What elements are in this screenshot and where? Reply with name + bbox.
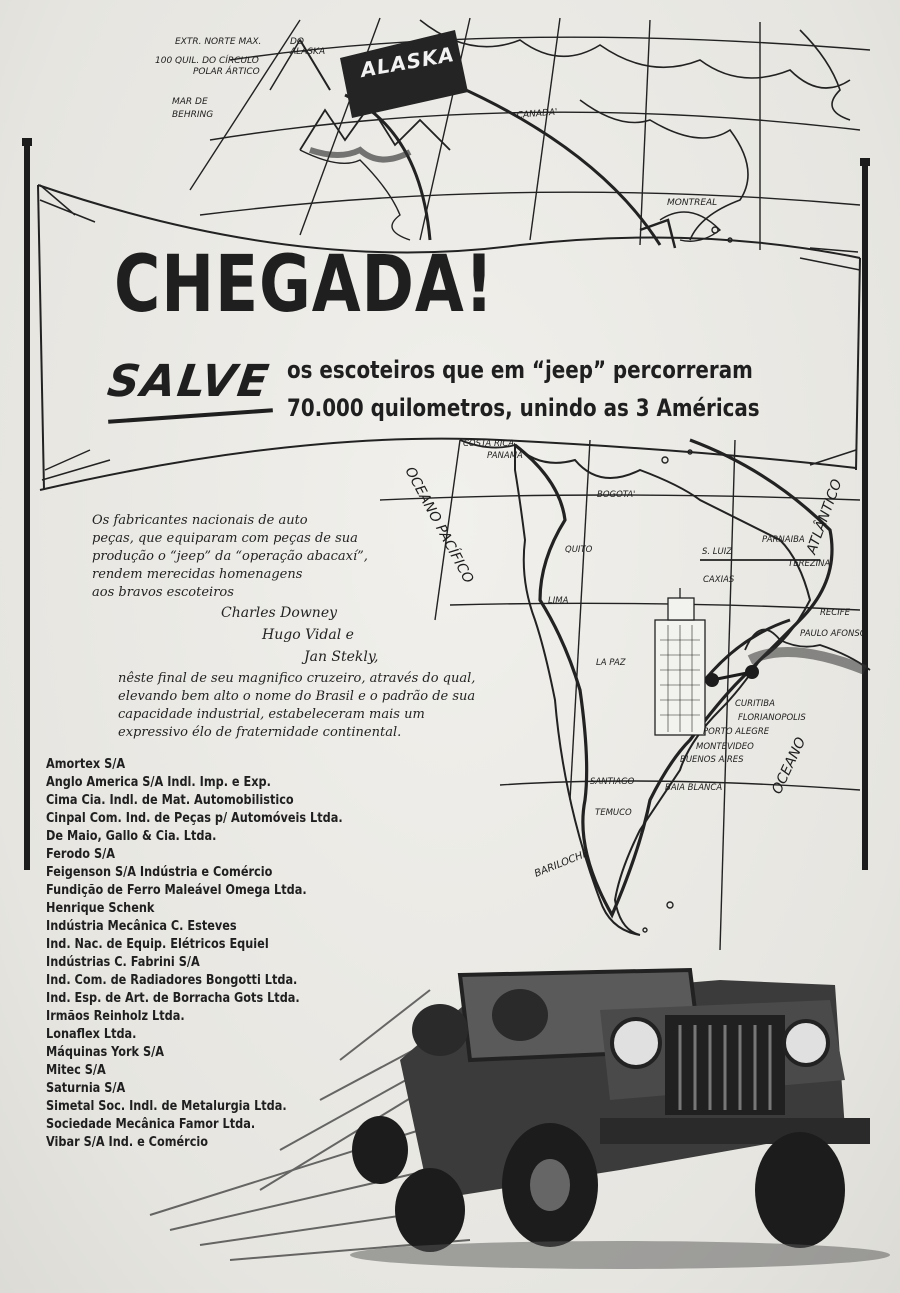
- subtitle-line-2: 70.000 quilometros, unindo as 3 Américas: [287, 394, 760, 422]
- scout-name: Charles Downey: [221, 605, 338, 621]
- company-item: Lonaflex Ltda.: [46, 1026, 137, 1042]
- svg-text:DO: DO: [290, 37, 305, 47]
- map-label-atlantico: ATLÂNTICO: [803, 477, 846, 557]
- map-label-terezina: TEREZINA: [788, 559, 831, 569]
- company-item: Indústria Mecânica C. Esteves: [46, 918, 237, 934]
- map-label-curitiba: CURITIBA: [735, 699, 775, 709]
- company-item: Simetal Soc. Indl. de Metalurgia Ltda.: [46, 1098, 287, 1114]
- tribute-line: nêste final de seu magnifico cruzeiro, através do qual,: [118, 671, 476, 686]
- map-label-bariloche: BARILOCHE: [533, 848, 591, 880]
- scout-name: Hugo Vidal e: [262, 627, 354, 643]
- company-item: Ind. Esp. de Art. de Borracha Gots Ltda.: [46, 990, 300, 1006]
- company-item: Ferodo S/A: [46, 846, 115, 862]
- company-item: Sociedade Mecânica Famor Ltda.: [46, 1116, 256, 1132]
- map-label-baia-blanca: BAIA BLANCA: [665, 783, 723, 793]
- banner: [38, 185, 860, 490]
- tribute-line: produção o “jeep” da “operação abacaxí”,: [92, 549, 368, 564]
- map-label-lima: LIMA: [548, 596, 569, 606]
- svg-text:ALASKA: ALASKA: [290, 47, 326, 57]
- svg-text:POLAR ÁRTICO: POLAR ÁRTICO: [193, 67, 260, 77]
- map-label-paulo-afonso: PAULO AFONSO: [800, 629, 867, 639]
- company-item: Fundição de Ferro Maleável Omega Ltda.: [46, 882, 307, 898]
- company-item: Irmãos Reinholz Ltda.: [46, 1008, 185, 1024]
- company-item: Saturnia S/A: [46, 1080, 126, 1096]
- company-item: Vibar S/A Ind. e Comércio: [46, 1134, 209, 1150]
- map-label-temuco: TEMUCO: [595, 808, 632, 818]
- map-label-la-paz: LA PAZ: [596, 658, 626, 668]
- map-label-oceano-pacifico: OCEANO PACÍFICO: [401, 464, 477, 587]
- tribute-line: rendem merecidas homenagens: [92, 567, 303, 582]
- company-item: Máquinas York S/A: [46, 1044, 164, 1060]
- map-label-costa-rica: COSTA RICA: [463, 439, 515, 449]
- map-label-porto-alegre: PORTO ALEGRE: [703, 727, 770, 737]
- map-label-sao-luiz: S. LUIZ: [702, 547, 733, 557]
- map-label-bogota: BOGOTA': [597, 490, 636, 500]
- company-item: Henrique Schenk: [46, 900, 155, 916]
- company-item: Feigenson S/A Indústria e Comércio: [46, 864, 273, 880]
- company-item: Amortex S/A: [46, 756, 126, 772]
- company-item: Mitec S/A: [46, 1062, 106, 1078]
- map-label-panama: PANAMA': [487, 451, 526, 461]
- map-label-buenos-aires: BUENOS AIRES: [680, 755, 744, 765]
- company-item: Cima Cia. Indl. de Mat. Automobilistico: [46, 792, 294, 808]
- map-label-parnaiba: PARNAIBA: [762, 535, 805, 545]
- map-label-quito: QUITO: [565, 545, 593, 555]
- svg-text:BEHRING: BEHRING: [172, 110, 214, 120]
- svg-text:CANADA': CANADA': [516, 107, 559, 121]
- map-label-caxias: CAXIAS: [703, 575, 735, 585]
- alaska-flag-label: ALASKA: [358, 41, 457, 83]
- map-label-montevideo: MONTEVIDEO: [696, 742, 754, 752]
- tribute-line: Os fabricantes nacionais de auto: [92, 513, 308, 528]
- right-pole: [862, 160, 868, 870]
- company-item: Anglo America S/A Indl. Imp. e Exp.: [46, 774, 271, 790]
- left-pole: [24, 140, 30, 870]
- tribute-line: elevando bem alto o nome do Brasil e o padrão de sua: [118, 689, 476, 704]
- map-label-oceano: OCEANO: [769, 734, 810, 797]
- city-skyscraper: [655, 588, 705, 735]
- company-item: Ind. Com. de Radiadores Bongotti Ltda.: [46, 972, 298, 988]
- company-item: Indústrias C. Fabrini S/A: [46, 954, 200, 970]
- map-label-santiago: SANTIAGO: [590, 777, 635, 787]
- headline-title: CHEGADA!: [114, 240, 495, 330]
- company-list: [46, 755, 365, 1151]
- subtitle-line-1: os escoteiros que em “jeep” percorreram: [287, 356, 753, 384]
- company-item: Ind. Nac. de Equip. Elétricos Equiel: [46, 936, 269, 952]
- map-label-florianopolis: FLORIANOPOLIS: [738, 713, 806, 723]
- scout-name: Jan Stekly,: [304, 649, 379, 665]
- tribute-line: peças, que equiparam com peças de sua: [92, 531, 358, 546]
- map-label-recife: RECIFE: [820, 608, 850, 618]
- company-item: Cinpal Com. Ind. de Peças p/ Automóveis Ltda.: [46, 810, 343, 826]
- svg-text:EXTR. NORTE MAX.: EXTR. NORTE MAX.: [175, 37, 262, 47]
- svg-text:100 QUIL. DO CÍRCULO: 100 QUIL. DO CÍRCULO: [155, 56, 259, 66]
- company-item: De Maio, Gallo & Cia. Ltda.: [46, 828, 217, 844]
- tribute-line: capacidade industrial, estabeleceram mais um: [118, 707, 425, 722]
- svg-text:MONTREAL: MONTREAL: [667, 198, 718, 208]
- tribute-line: aos bravos escoteiros: [92, 585, 234, 600]
- svg-text:MAR DE: MAR DE: [172, 97, 208, 107]
- salve-text: SALVE: [104, 356, 274, 407]
- south-map-labels: [401, 439, 866, 880]
- tribute-line: expressivo élo de fraternidade continental.: [118, 725, 402, 740]
